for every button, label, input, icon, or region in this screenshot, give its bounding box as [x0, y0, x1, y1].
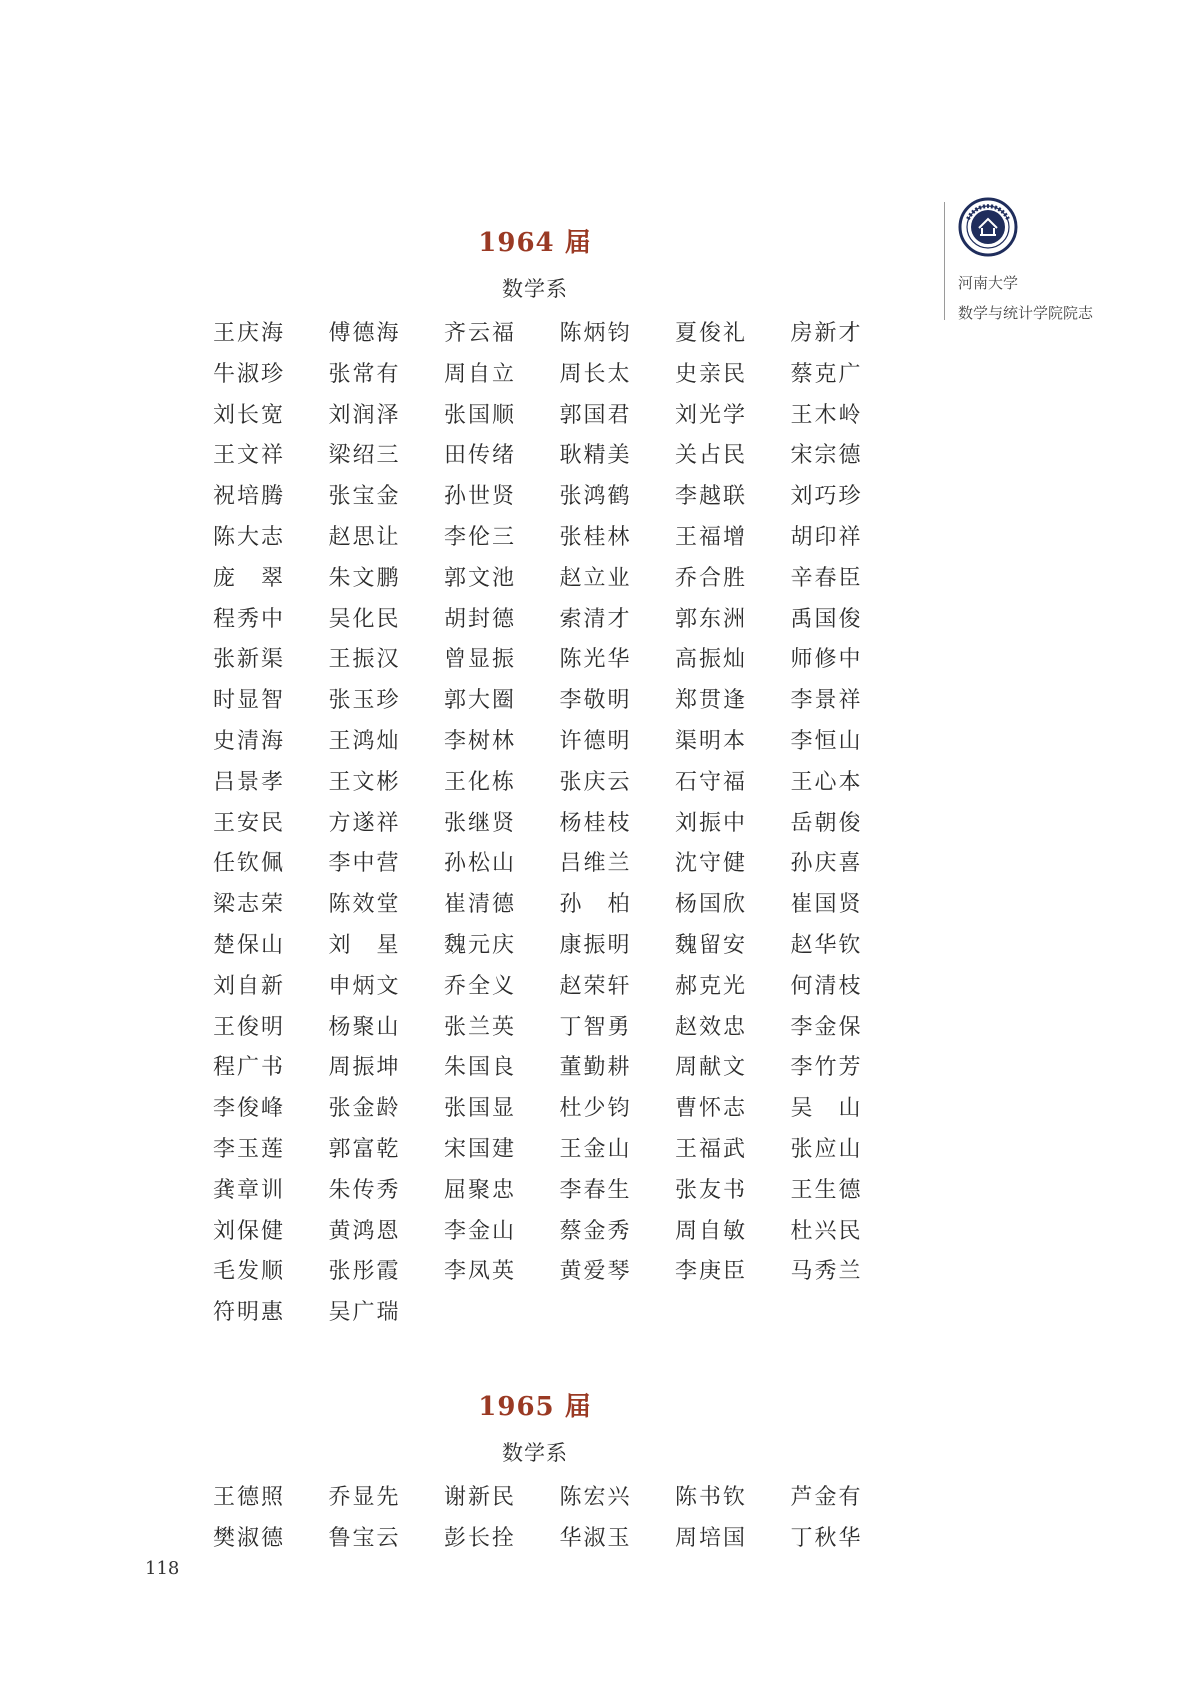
- name-row: [213, 681, 906, 722]
- graduate-name: 孙松山: [444, 851, 517, 877]
- graduate-name: 王心本: [790, 769, 863, 795]
- graduate-name: 楚保山: [213, 932, 286, 958]
- graduate-name: 张兰英: [444, 1014, 517, 1040]
- graduate-name: 李俊峰: [213, 1096, 286, 1122]
- graduate-name: 郭文池: [444, 565, 517, 591]
- graduate-name: 周自敏: [675, 1218, 748, 1244]
- graduate-name: 庞 翠: [213, 565, 286, 591]
- name-row: [213, 640, 906, 681]
- graduate-name: 张应山: [790, 1136, 863, 1162]
- graduate-name: 刘自新: [213, 973, 286, 999]
- name-row: [213, 1089, 906, 1130]
- graduate-name: 周献文: [675, 1055, 748, 1081]
- graduate-name: 周培国: [675, 1525, 748, 1551]
- graduate-name: 梁绍三: [328, 443, 401, 469]
- name-row: [213, 1252, 906, 1293]
- graduate-name: 陈光华: [559, 647, 632, 673]
- graduate-name: 王福武: [675, 1136, 748, 1162]
- graduate-name: 刘 星: [328, 932, 401, 958]
- graduate-name: 杨聚山: [328, 1014, 401, 1040]
- graduate-name: 赵荣轩: [559, 973, 632, 999]
- graduate-name: 吕景孝: [213, 769, 286, 795]
- graduate-name: 王庆海: [213, 321, 286, 346]
- graduate-name: 曾显振: [444, 647, 517, 673]
- graduate-name: 梁志荣: [213, 892, 286, 918]
- graduate-name: 蔡克广: [790, 361, 863, 387]
- graduate-name: 朱文鹏: [328, 565, 401, 591]
- graduate-name: 房新才: [790, 321, 863, 346]
- graduate-name: 禹国俊: [790, 606, 863, 632]
- graduate-name: 马秀兰: [790, 1259, 863, 1285]
- graduate-name: 王文彬: [328, 769, 401, 795]
- graduate-name: 周长太: [559, 361, 632, 387]
- graduate-name: 吴 山: [790, 1096, 863, 1122]
- graduate-name: 高振灿: [675, 647, 748, 673]
- graduate-name: 赵立业: [559, 565, 632, 591]
- name-row: [213, 926, 906, 967]
- name-grid-1964: [213, 314, 906, 1334]
- graduate-name: 曹怀志: [675, 1096, 748, 1122]
- graduate-name: 吕维兰: [559, 851, 632, 877]
- graduate-name: 王木岭: [790, 402, 863, 428]
- graduate-name: 郑贯逢: [675, 688, 748, 714]
- graduate-name: 周自立: [444, 361, 517, 387]
- graduate-name: 魏留安: [675, 932, 748, 958]
- graduate-name: 黄爱琴: [559, 1259, 632, 1285]
- graduate-name: 许德明: [559, 728, 632, 754]
- graduate-name: 何清枝: [790, 973, 863, 999]
- graduate-name: 蔡金秀: [559, 1218, 632, 1244]
- graduate-name: 石守福: [675, 769, 748, 795]
- name-row: [213, 885, 906, 926]
- name-row: [213, 1478, 906, 1519]
- graduate-name: 李玉莲: [213, 1136, 286, 1162]
- graduate-name: 王金山: [559, 1136, 632, 1162]
- graduate-name: 郭东洲: [675, 606, 748, 632]
- graduate-name: 傅德海: [328, 321, 401, 346]
- graduate-name: 夏俊礼: [675, 321, 748, 346]
- graduate-name: 鲁宝云: [328, 1525, 401, 1551]
- graduate-name: 任钦佩: [213, 851, 286, 877]
- graduate-name: 刘振中: [675, 810, 748, 836]
- graduate-name: 渠明本: [675, 728, 748, 754]
- graduate-name: 张常有: [328, 361, 401, 387]
- graduate-name: 周振坤: [328, 1055, 401, 1081]
- graduate-name: 史亲民: [675, 361, 748, 387]
- graduate-name: 时显智: [213, 688, 286, 714]
- graduate-name: 张宝金: [328, 484, 401, 510]
- graduate-name: 毛发顺: [213, 1259, 286, 1285]
- graduate-name: 田传绪: [444, 443, 517, 469]
- graduate-name: 华淑玉: [559, 1525, 632, 1551]
- graduate-name: 李景祥: [790, 688, 863, 714]
- name-grid-1965: [213, 1478, 906, 1560]
- graduate-name: 朱传秀: [328, 1177, 401, 1203]
- graduate-name: 杜兴民: [790, 1218, 863, 1244]
- name-row: [213, 559, 906, 600]
- graduate-name: 黄鸿恩: [328, 1218, 401, 1244]
- graduate-name: 李竹芳: [790, 1055, 863, 1081]
- name-row: [213, 1130, 906, 1171]
- graduate-name: 杜少钧: [559, 1096, 632, 1122]
- graduate-name: 申炳文: [328, 973, 401, 999]
- name-row: [213, 1293, 906, 1334]
- graduate-name: 张彤霞: [328, 1259, 401, 1285]
- graduate-name: 张玉珍: [328, 688, 401, 714]
- graduate-name: 牛淑珍: [213, 361, 286, 387]
- graduate-name: 程秀中: [213, 606, 286, 632]
- graduate-name: 王化栋: [444, 769, 517, 795]
- graduate-name: 张友书: [675, 1177, 748, 1203]
- graduate-name: 程广书: [213, 1055, 286, 1081]
- name-row: [213, 1008, 906, 1049]
- graduate-name: 彭长拴: [444, 1525, 517, 1551]
- graduate-name: 杨桂枝: [559, 810, 632, 836]
- graduate-name: 王鸿灿: [328, 728, 401, 754]
- name-row: [213, 804, 906, 845]
- graduate-name: 齐云福: [444, 321, 517, 346]
- graduate-name: 樊淑德: [213, 1525, 286, 1551]
- graduate-name: 崔清德: [444, 892, 517, 918]
- graduate-name: 朱国良: [444, 1055, 517, 1081]
- graduate-name: 张国顺: [444, 402, 517, 428]
- section-department-1964: 数学系: [502, 277, 568, 301]
- section-department-1965: 数学系: [502, 1441, 568, 1465]
- sidebar-university-name: 河南大学: [958, 274, 1019, 292]
- graduate-name: 陈书钦: [675, 1485, 748, 1510]
- graduate-name: 芦金有: [790, 1485, 863, 1510]
- graduate-name: 屈聚忠: [444, 1177, 517, 1203]
- graduate-name: 李金山: [444, 1218, 517, 1244]
- graduate-name: 沈守健: [675, 851, 748, 877]
- graduate-name: 祝培腾: [213, 484, 286, 510]
- graduate-name: 郝克光: [675, 973, 748, 999]
- page-number: 118: [145, 1558, 180, 1579]
- name-row: [213, 967, 906, 1008]
- graduate-name: 李敬明: [559, 688, 632, 714]
- graduate-name: 董勤耕: [559, 1055, 632, 1081]
- graduate-name: 刘光学: [675, 402, 748, 428]
- graduate-name: 王安民: [213, 810, 286, 836]
- graduate-name: 关占民: [675, 443, 748, 469]
- name-row: [213, 436, 906, 477]
- graduate-name: 郭国君: [559, 402, 632, 428]
- graduate-name: 吴化民: [328, 606, 401, 632]
- name-row: [213, 763, 906, 804]
- graduate-name: 乔全义: [444, 973, 517, 999]
- graduate-name: 方遂祥: [328, 810, 401, 836]
- graduate-name: 岳朝俊: [790, 810, 863, 836]
- graduate-name: 李伦三: [444, 524, 517, 550]
- graduate-name: 宋国建: [444, 1136, 517, 1162]
- graduate-name: 张金龄: [328, 1096, 401, 1122]
- graduate-name: 张国显: [444, 1096, 517, 1122]
- graduate-name: 孙世贤: [444, 484, 517, 510]
- graduate-name: 张庆云: [559, 769, 632, 795]
- graduate-name: 索清才: [559, 606, 632, 632]
- graduate-name: 李春生: [559, 1177, 632, 1203]
- graduate-name: 李金保: [790, 1014, 863, 1040]
- name-row: [213, 1171, 906, 1212]
- graduate-name: 赵效忠: [675, 1014, 748, 1040]
- graduate-name: 李恒山: [790, 728, 863, 754]
- graduate-name: 赵思让: [328, 524, 401, 550]
- graduate-name: 陈宏兴: [559, 1485, 632, 1510]
- graduate-name: 刘润泽: [328, 402, 401, 428]
- section-title-1965: 1965 届: [478, 1392, 592, 1422]
- graduate-name: 崔国贤: [790, 892, 863, 918]
- graduate-name: 张继贤: [444, 810, 517, 836]
- name-row: [213, 518, 906, 559]
- section-title-1964: 1964 届: [478, 228, 592, 258]
- graduate-name: 刘长宽: [213, 402, 286, 428]
- graduate-name: 乔显先: [328, 1485, 401, 1510]
- name-row: [213, 314, 906, 355]
- graduate-name: 李树林: [444, 728, 517, 754]
- graduate-name: 陈大志: [213, 524, 286, 550]
- graduate-name: 胡印祥: [790, 524, 863, 550]
- graduate-name: 李凤英: [444, 1259, 517, 1285]
- graduate-name: 辛春臣: [790, 565, 863, 591]
- graduate-name: 李越联: [675, 484, 748, 510]
- graduate-name: 张鸿鹤: [559, 484, 632, 510]
- name-row: [213, 844, 906, 885]
- graduate-name: 王俊明: [213, 1014, 286, 1040]
- graduate-name: 王振汉: [328, 647, 401, 673]
- graduate-name: 王德照: [213, 1485, 286, 1510]
- graduate-name: 郭富乾: [328, 1136, 401, 1162]
- graduate-name: 王文祥: [213, 443, 286, 469]
- graduate-name: 龚章训: [213, 1177, 286, 1203]
- graduate-name: 陈炳钧: [559, 321, 632, 346]
- graduate-name: 胡封德: [444, 606, 517, 632]
- name-row: [213, 1212, 906, 1253]
- graduate-name: 师修中: [790, 647, 863, 673]
- graduate-name: 李庚臣: [675, 1259, 748, 1285]
- graduate-name: 乔合胜: [675, 565, 748, 591]
- graduate-name: 宋宗德: [790, 443, 863, 469]
- graduate-name: 王福增: [675, 524, 748, 550]
- graduate-name: 孙庆喜: [790, 851, 863, 877]
- graduate-name: 张桂林: [559, 524, 632, 550]
- name-row: [213, 355, 906, 396]
- graduate-name: 谢新民: [444, 1485, 517, 1510]
- graduate-name: 李中营: [328, 851, 401, 877]
- graduate-name: 吴广瑞: [328, 1300, 401, 1326]
- graduate-name: 杨国欣: [675, 892, 748, 918]
- graduate-name: 郭大圈: [444, 688, 517, 714]
- name-row: [213, 1519, 906, 1560]
- graduate-name: 魏元庆: [444, 932, 517, 958]
- name-row: [213, 396, 906, 437]
- graduate-name: 刘保健: [213, 1218, 286, 1244]
- name-row: [213, 600, 906, 641]
- graduate-name: 孙 柏: [559, 892, 632, 918]
- graduate-name: 赵华钦: [790, 932, 863, 958]
- graduate-name: 丁秋华: [790, 1525, 863, 1551]
- graduate-name: 耿精美: [559, 443, 632, 469]
- graduate-name: 张新渠: [213, 647, 286, 673]
- name-row: [213, 722, 906, 763]
- graduate-name: 丁智勇: [559, 1014, 632, 1040]
- name-row: [213, 477, 906, 518]
- sidebar-book-title: 数学与统计学院院志: [958, 304, 1094, 322]
- graduate-name: 刘巧珍: [790, 484, 863, 510]
- graduate-name: 陈效堂: [328, 892, 401, 918]
- graduate-name: 康振明: [559, 932, 632, 958]
- name-row: [213, 1048, 906, 1089]
- graduate-name: 符明惠: [213, 1300, 286, 1326]
- graduate-name: 王生德: [790, 1177, 863, 1203]
- graduate-name: 史清海: [213, 728, 286, 754]
